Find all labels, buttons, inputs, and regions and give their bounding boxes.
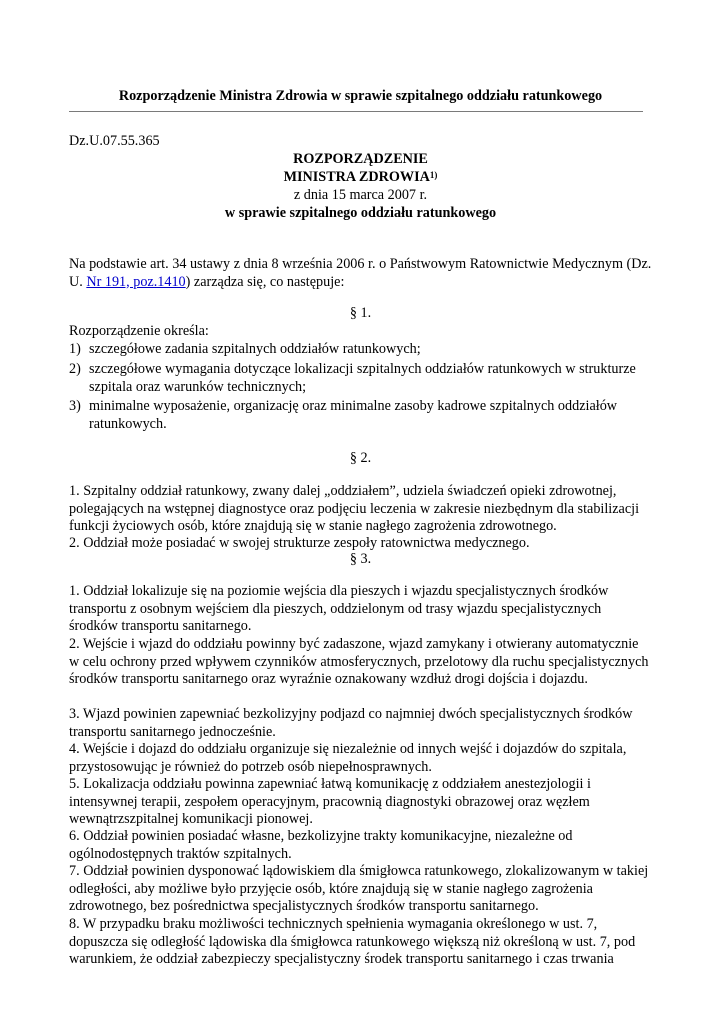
section-2-heading: § 2. — [349, 450, 372, 466]
section-3-paragraph-8: 8. W przypadku braku możliwości technicznych spełnienia wymagania określonego w ust. 7, dopuszcza się odległość lądowiska dla śmigłowca ratunkowego większą niż określoną w ust. 7, pod warunkiem, że oddział zabezpieczy specjalistyczny środek transportu sanitarnego i czas trwania — [69, 916, 636, 968]
list-item-text: minimalne wyposażenie, organizację oraz minimalne zasoby kadrowe szpitalnych oddziałów ratunkowych. — [89, 398, 618, 432]
document-date: z dnia 15 marca 2007 r. — [293, 187, 428, 203]
list-item-text: szczegółowe wymagania dotyczące lokalizacji szpitalnych oddziałów ratunkowych w strukturze szpitala oraz warunków technicznych; — [89, 361, 636, 395]
list-item-number: 1) — [69, 341, 81, 357]
section-2-paragraph-2: 2. Oddział może posiadać w swojej strukturze zespoły ratownictwa medycznego. — [69, 535, 530, 551]
list-item-text: szczegółowe zadania szpitalnych oddziałów ratunkowych; — [89, 341, 421, 357]
list-item — [69, 341, 652, 359]
list-item — [69, 398, 652, 433]
section-1-intro: Rozporządzenie określa: — [69, 323, 209, 339]
section-3-paragraph-7: 7. Oddział powinien dysponować lądowiskiem dla śmigłowca ratunkowego, zlokalizowanym w takiej odległości, aby możliwe było przyjęcie osób, które znajdują się w stanie nagłego zagrożenia zdrowotnego, bez pośrednictwa specjalistycznych środków transportu sanitarnego. — [69, 863, 649, 915]
header-title: Rozporządzenie Ministra Zdrowia w sprawie szpitalnego oddziału ratunkowego — [118, 88, 603, 104]
section-3-heading: § 3. — [349, 551, 372, 567]
list-item-number: 2) — [69, 361, 81, 377]
section-3-paragraph-1: 1. Oddział lokalizuje się na poziomie wejścia dla pieszych i wjazdu specjalistycznych środków transportu z osobnym wejściem dla pieszych, oddzielonym od trasy wjazdu specjalistycznych środków transportu sanitarnego. — [69, 583, 609, 635]
document-title-line1: ROZPORZĄDZENIE — [293, 151, 428, 167]
section-1-heading: § 1. — [349, 305, 372, 321]
document-subject: w sprawie szpitalnego oddziału ratunkowego — [224, 205, 497, 221]
list-item-number: 3) — [69, 398, 81, 414]
section-2-paragraph-1: 1. Szpitalny oddział ratunkowy, zwany dalej „oddziałem”, udziela świadczeń opieki zdrowotnej, polegających na wstępnej diagnostyce oraz podjęciu leczenia w zakresie niezbędnym dla stabilizacji funkcji życiowych osób, które znajdują się w stanie nagłego zagrożenia zdrowotnego. — [69, 483, 640, 535]
section-3-paragraph-2: 2. Wejście i wjazd do oddziału powinny być zadaszone, wjazd zamykany i otwierany automatycznie w celu ochrony przed wpływem czynników atmosferycznych, przelotowy dla ruchu specjalistycznych środków transportu sanitarnego oraz wyraźnie oznakowany wzdłuż drogi dojścia i dojazdu. — [69, 636, 649, 688]
section-3-paragraph-5: 5. Lokalizacja oddziału powinna zapewniać łatwą komunikację z oddziałem anestezjologii i intensywnej terapii, zespołem operacyjnym, pracownią diagnostyki obrazowej oraz węzłem wewnątrzszpitalnej komunikacji pionowej. — [69, 776, 591, 828]
section-3-paragraph-6: 6. Oddział powinien posiadać własne, bezkolizyjne trakty komunikacyjne, niezależne od ogólnodostępnych traktów szpitalnych. — [69, 828, 573, 862]
preamble: Na podstawie art. 34 ustawy z dnia 8 września 2006 r. o Państwowym Ratownictwie Medycznym (Dz. U. Nr 191, poz.1410) zarządza się, co następuje: — [69, 256, 652, 290]
legal-reference-link[interactable]: Nr 191, poz.1410 — [86, 273, 186, 290]
section-3-paragraph-3: 3. Wjazd powinien zapewniać bezkolizyjny podjazd co najmniej dwóch specjalistycznych środków transportu sanitarnego jednocześnie. — [69, 706, 633, 740]
list-item — [69, 361, 652, 396]
document-reference: Dz.U.07.55.365 — [69, 133, 160, 149]
header-divider — [69, 111, 643, 112]
document-title-line2: MINISTRA ZDROWIA$^{1)}$ — [283, 169, 438, 185]
footnote-marker[interactable]: 1) — [429, 170, 438, 180]
section-3-paragraph-4: 4. Wejście i dojazd do oddziału organizuje się niezależnie od innych wejść i dojazdów do szpitala, przystosowując je również do potrzeb osób niepełnosprawnych. — [69, 741, 627, 775]
